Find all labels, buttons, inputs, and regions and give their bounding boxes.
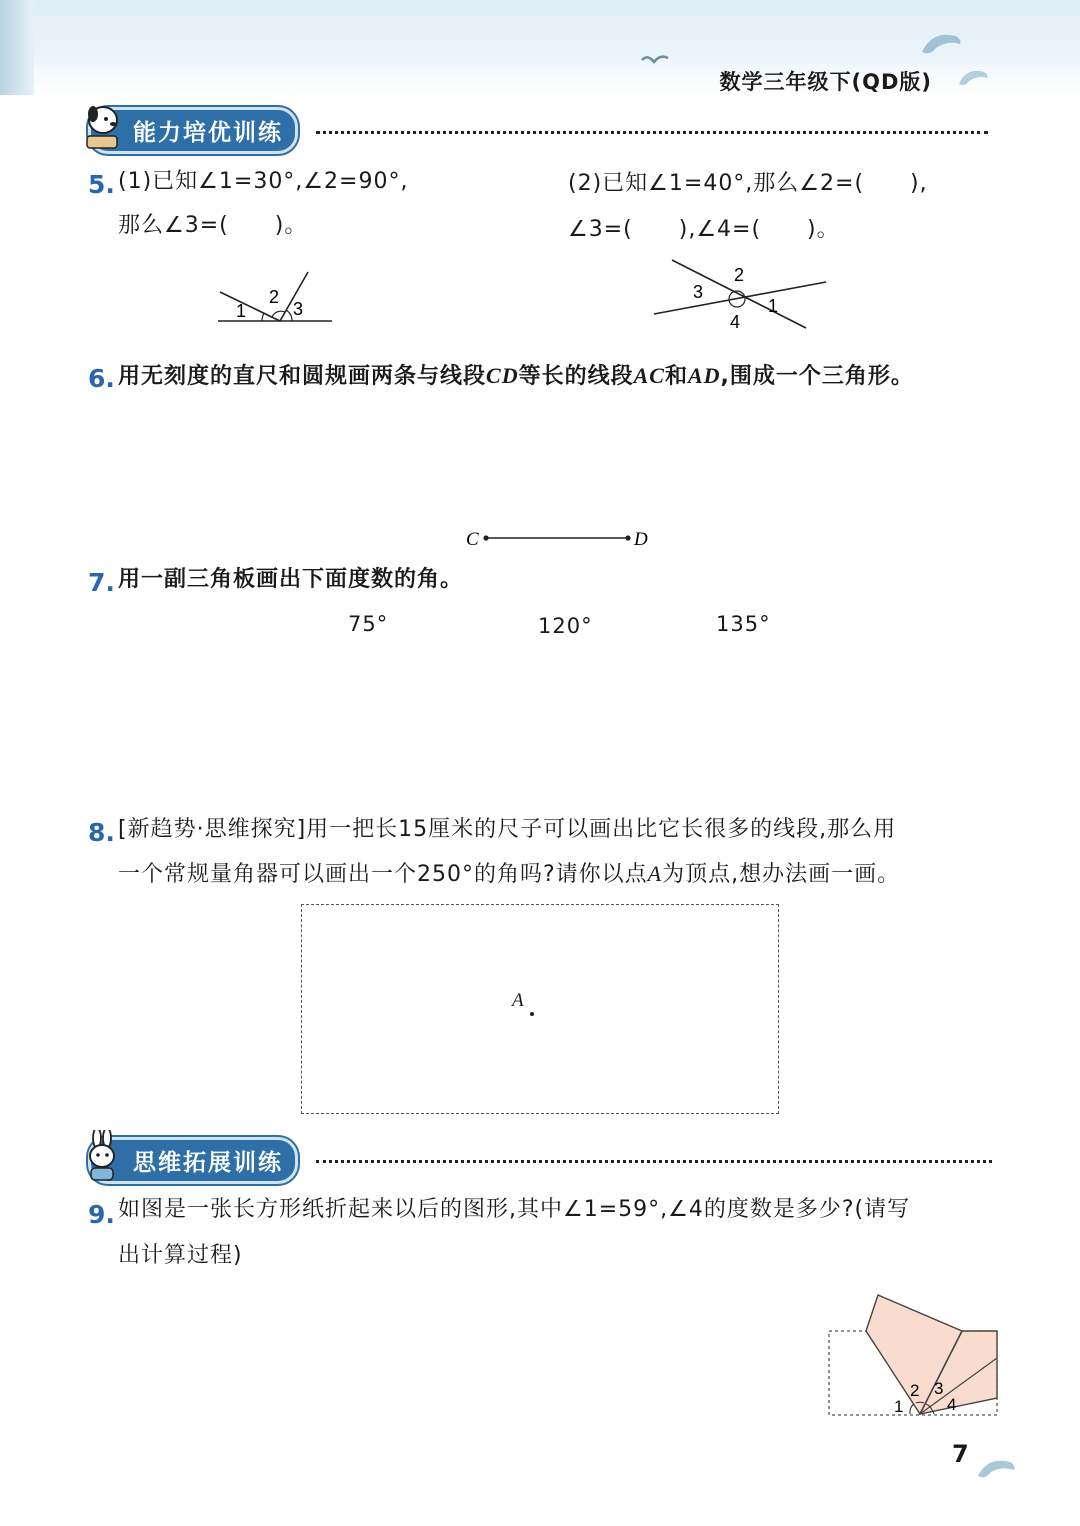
rabbit-mascot-icon: [81, 1130, 125, 1184]
dolphin-icon: [956, 64, 990, 90]
q6-text-b: 等长的线段: [518, 364, 634, 389]
q8-line2-text: 一个常规量角器可以画出一个250°的角吗?请你以点: [118, 862, 648, 887]
segment-ad: AD: [687, 363, 721, 388]
angle-label: 1: [894, 1397, 904, 1416]
q8-line1: [118, 808, 896, 852]
point-a-ref: A: [647, 861, 663, 886]
section-title: 思维拓展训练: [133, 1149, 283, 1176]
q5-part2-line2: ∠3=( ),∠4=( )。: [568, 217, 840, 242]
section-banner-ability: [88, 108, 298, 152]
point-c-label: C: [466, 529, 479, 550]
q6-text-a: 用无刻度的直尺和圆规画两条与线段: [118, 364, 487, 389]
point-a-label: A: [512, 990, 524, 1011]
angle-label: 1: [768, 296, 779, 316]
point-a-dot: [530, 1012, 534, 1016]
segment-ac: AC: [633, 363, 665, 388]
section-divider: [316, 131, 988, 134]
question-number: 8.: [88, 818, 115, 847]
section-title-pill: [88, 1137, 298, 1184]
q8-line2: [118, 852, 900, 897]
angle-label: 3: [293, 299, 304, 319]
section-divider: [316, 1160, 992, 1163]
q6-text: [118, 354, 914, 399]
section-banner-thinking: [88, 1138, 298, 1182]
point-d-label: D: [634, 529, 648, 550]
dolphin-icon: [918, 26, 964, 60]
question-number: 6.: [88, 364, 115, 393]
q8-drawing-box[interactable]: [301, 904, 779, 1114]
header-band-edge: [0, 0, 34, 95]
q8-tag: [新趋势·思维探究]: [118, 817, 307, 842]
q8-line1-text: 用一把长15厘米的尺子可以画出比它长很多的线段,那么用: [306, 817, 897, 842]
question-number: 5.: [88, 170, 115, 199]
question-number: 9.: [88, 1200, 115, 1229]
q5-figure-angles-1: [210, 262, 340, 332]
angle-label: 2: [734, 265, 745, 285]
segment-cd: CD: [486, 363, 519, 388]
q6-text-c: 和: [664, 364, 688, 389]
angle-label: 4: [730, 312, 741, 332]
dolphin-icon: [974, 1452, 1018, 1486]
q9-folded-paper-figure: [826, 1292, 1002, 1420]
q5-figure-angles-2: [650, 256, 830, 336]
book-title: 数学三年级下(QD版): [719, 70, 932, 94]
section-title: 能力培优训练: [133, 119, 283, 146]
page-number: 7: [952, 1440, 969, 1468]
segment-cd-figure: [460, 525, 660, 555]
q5-part2-line1: (2)已知∠1=40°,那么∠2=( ),: [568, 171, 928, 196]
q7-text: 用一副三角板画出下面度数的角。: [118, 567, 464, 592]
q8-line2b-text: 为顶点,想办法画一画。: [662, 862, 901, 887]
q5-part1-line2: 那么∠3=( )。: [118, 213, 308, 238]
angle-label: 3: [693, 282, 704, 302]
angle-label: 4: [947, 1395, 957, 1414]
angle-label: 3: [934, 1379, 944, 1398]
question-number: 7.: [88, 568, 115, 597]
section-title-pill: [88, 107, 298, 154]
dog-mascot-icon: [81, 100, 125, 154]
angle-label: 2: [269, 287, 280, 307]
angle-value: 75°: [348, 612, 389, 636]
angle-label: 2: [910, 1381, 920, 1400]
angle-label: 1: [236, 301, 247, 321]
angle-value: 120°: [538, 614, 593, 638]
q9-line1: 如图是一张长方形纸折起来以后的图形,其中∠1=59°,∠4的度数是多少?(请写: [118, 1197, 911, 1222]
q9-line2: 出计算过程): [118, 1243, 243, 1268]
q5-part1-line1: (1)已知∠1=30°,∠2=90°,: [118, 169, 409, 194]
q6-text-d: ,围成一个三角形。: [720, 364, 914, 389]
angle-value: 135°: [716, 612, 771, 636]
seagull-icon: [640, 52, 670, 72]
